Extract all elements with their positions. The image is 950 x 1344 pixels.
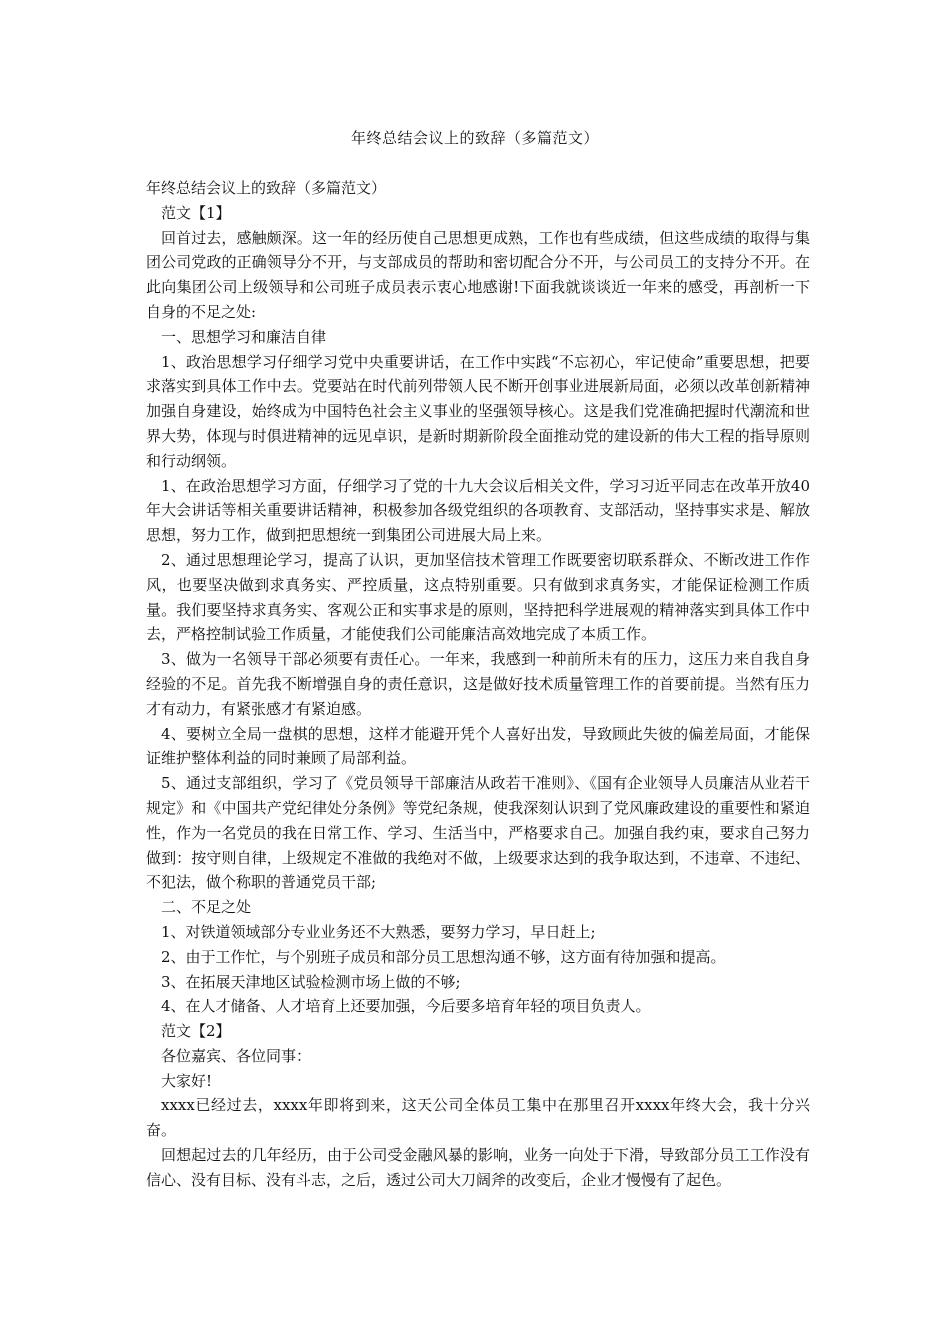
paragraph: 4、在人才储备、人才培育上还要加强，今后要多培育年轻的项目负责人。 bbox=[161, 997, 651, 1016]
paragraph: 4、要树立全局一盘棋的思想，这样才能避开凭个人喜好出发，导致顾此失彼的偏差局面，才能保证维护整体利益的同时兼顾了局部利益。 bbox=[146, 724, 810, 768]
paragraph: 各位嘉宾、各位同事： bbox=[161, 1046, 312, 1065]
paragraph: xxxx已经过去，xxxx年即将到来，这天公司全体员工集中在那里召开xxxx年终大会，我十分兴奋。 bbox=[146, 1096, 810, 1140]
paragraph: 回首过去，感触颇深。这一年的经历使自己思想更成熟，工作也有些成绩，但这些成绩的取得与集团公司党政的正确领导分不开，与支部成员的帮助和密切配合分不开，与公司员工的支持分不开。在此向集团公司上级领导和公司班子成员表示衷心地感谢!下面我就谈谈近一年来的感受，再剖析一下自身的不足之处: bbox=[146, 228, 810, 321]
paragraph: 5、通过支部组织，学习了《党员领导干部廉洁从政若干准则》、《国有企业领导人员廉洁从业若干规定》和《中国共产党纪律处分条例》等党纪条规，使我深刻认识到了党风廉政建设的重要性和紧迫性，作为一名党员的我在日常工作、学习、生活当中，严格要求自己。加强自我约束，要求自己努力做到：按守则自律，上级规定不准做的我绝对不做，上级要求达到的我争取达到，不违章、不违纪、不犯法，做个称职的普通党员干部; bbox=[146, 774, 810, 892]
paragraph: 大家好! bbox=[161, 1071, 213, 1090]
paragraph: 二、不足之处 bbox=[161, 898, 252, 917]
document-body bbox=[146, 176, 810, 1193]
paragraph: 3、在拓展天津地区试验检测市场上做的不够; bbox=[161, 972, 461, 991]
paragraph: 范文【1】 bbox=[161, 203, 231, 222]
paragraph: 1、政治思想学习仔细学习党中央重要讲话，在工作中实践“不忘初心，牢记使命”重要思想，把要求落实到具体工作中去。党要站在时代前列带领人民不断开创事业进展新局面，必须以改革创新精神加强自身建设，始终成为中国特色社会主义事业的坚强领导核心。这是我们党准确把握时代潮流和世界大势，体现与时俱进精神的远见卓识，是新时期新阶段全面推动党的建设新的伟大工程的指导原则和行动纲领。 bbox=[146, 352, 810, 470]
paragraph: 范文【2】 bbox=[161, 1022, 231, 1041]
paragraph: 一、思想学习和廉洁自律 bbox=[161, 327, 327, 346]
paragraph: 回想起过去的几年经历，由于公司受金融风暴的影响，业务一向处于下滑，导致部分员工工作没有信心、没有目标、没有斗志，之后，透过公司大刀阔斧的改变后，企业才慢慢有了起色。 bbox=[146, 1146, 810, 1189]
document-title: 年终总结会议上的致辞（多篇范文） bbox=[350, 129, 599, 147]
paragraph: 1、在政治思想学习方面，仔细学习了党的十九大会议后相关文件，学习习近平同志在改革开放40年大会讲话等相关重要讲话精神，积极参加各级党组织的各项教育、支部活动，坚持事实求是、解放思想，努力工作，做到把思想统一到集团公司进展大局上来。 bbox=[146, 476, 810, 545]
paragraph: 3、做为一名领导干部必须要有责任心。一年来，我感到一种前所未有的压力，这压力来自我自身经验的不足。首先我不断增强自身的责任意识，这是做好技术质量管理工作的首要前提。当然有压力才有动力，有紧张感才有紧迫感。 bbox=[146, 650, 810, 718]
paragraph: 1、对铁道领域部分专业业务还不大熟悉，要努力学习，早日赶上; bbox=[161, 922, 596, 941]
paragraph: 2、由于工作忙，与个别班子成员和部分员工思想沟通不够，这方面有待加强和提高。 bbox=[161, 947, 726, 966]
paragraph: 2、通过思想理论学习，提高了认识，更加坚信技术管理工作既要密切联系群众、不断改进工作作风，也要坚决做到求真务实、严控质量，这点特别重要。只有做到求真务实，才能保证检测工作质量。我们要坚持求真务实、客观公正和实事求是的原则，坚持把科学进展观的精神落实到具体工作中去，严格控制试验工作质量，才能使我们公司能廉洁高效地完成了本质工作。 bbox=[146, 550, 810, 644]
paragraph: 年终总结会议上的致辞（多篇范文） bbox=[146, 179, 387, 197]
